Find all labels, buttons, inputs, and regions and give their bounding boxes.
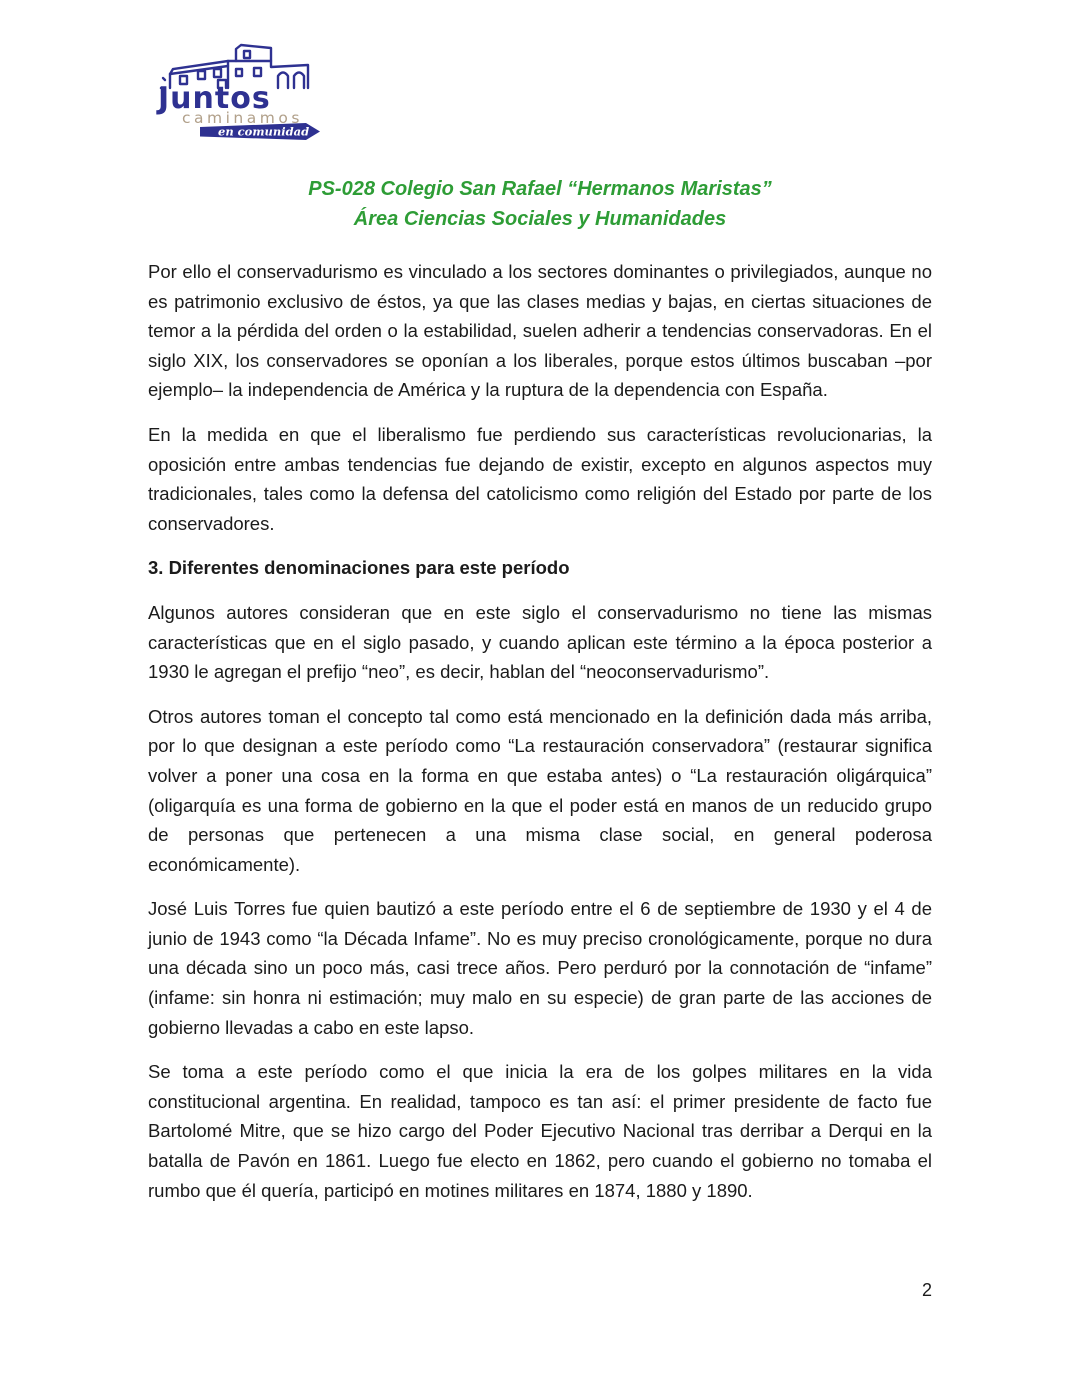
paragraph-golpes-militares: Se toma a este período como el que inicia la era de los golpes militares en la vida constitucional argentina. En realidad, tampoco es tan así: el primer presidente de facto fue Bartolomé Mitre, que se hizo cargo del Poder Ejecutivo Nacional tras derribar a Derqui en la batalla de Pavón en 1861. Luego fue electo en 1862, pero cuando el gobierno no tomaba el rumbo que él quería, participó en motines militares en 1874, 1880 y 1890. — [148, 1061, 932, 1201]
logo-illustration — [156, 42, 332, 142]
paragraph-conservadurismo-sectores: Por ello el conservadurismo es vinculado a los sectores dominantes o privilegiados, aunque no es patrimonio exclusivo de éstos, ya que las clases medias y bajas, en ciertas situaciones de temor a la pérdida del orden o la estabilidad, suelen adherir a tendencias conservadoras. En el siglo XIX, los conservadores se oponían a los liberales, porque estos últimos buscaban –por ejemplo– la independencia de América y la ruptura de la dependencia con España. — [148, 261, 932, 401]
paragraph-restauracion-oligarquica: Otros autores toman el concepto tal como está mencionado en la definición dada más arriba, por lo que designan a este período como “La restauración conservadora” (restaurar significa volver a poner una cosa en la forma en que estaba antes) o “La restauración oligárquica” (oligarquía es una forma de gobierno en la que el poder está en manos de un reducido grupo de personas que pertenecen a una misma clase social, en general poderosa económicamente). — [148, 705, 932, 875]
paragraph-neoconservadurismo: Algunos autores consideran que en este siglo el conservadurismo no tiene las mismas características que en el siglo pasado, y cuando aplican este término a la época posterior a 1930 le agregan el prefijo “neo”, es decir, hablan del “neoconservadurismo”. — [148, 601, 932, 683]
logo-title: Juntos — [158, 81, 271, 116]
header-line-school: PS-028 Colegio San Rafael “Hermanos Maristas” — [308, 178, 772, 200]
school-logo — [156, 42, 332, 142]
paragraph-liberalismo-oposicion: En la medida en que el liberalismo fue perdiendo sus características revolucionarias, la oposición entre ambas tendencias fue dejando de existir, excepto en algunos aspectos muy tradicionales, tales como la defensa del catolicismo como religión del Estado por parte de los conservadores. — [148, 423, 932, 534]
header-line-area: Área Ciencias Sociales y Humanidades — [353, 208, 727, 230]
logo-subtitle: caminamos — [182, 109, 303, 127]
document-header — [148, 174, 932, 234]
paragraph-decada-infame: José Luis Torres fue quien bautizó a este período entre el 6 de septiembre de 1930 y el 4 de junio de 1943 como “la Década Infame”. No es muy preciso cronológicamente, porque no dura una década sino un poco más, casi trece años. Pero perduró por la connotación de “infame” (infame: sin honra ni estimación; muy malo en su especie) de gran parte de las acciones de gobierno llevadas a cabo en este lapso. — [148, 898, 932, 1038]
logo-banner-label: en comunidad — [218, 124, 310, 139]
section-heading-denominaciones: 3. Diferentes denominaciones para este período — [148, 557, 570, 579]
document-body — [148, 257, 932, 1220]
page-number: 2 — [921, 1280, 932, 1300]
